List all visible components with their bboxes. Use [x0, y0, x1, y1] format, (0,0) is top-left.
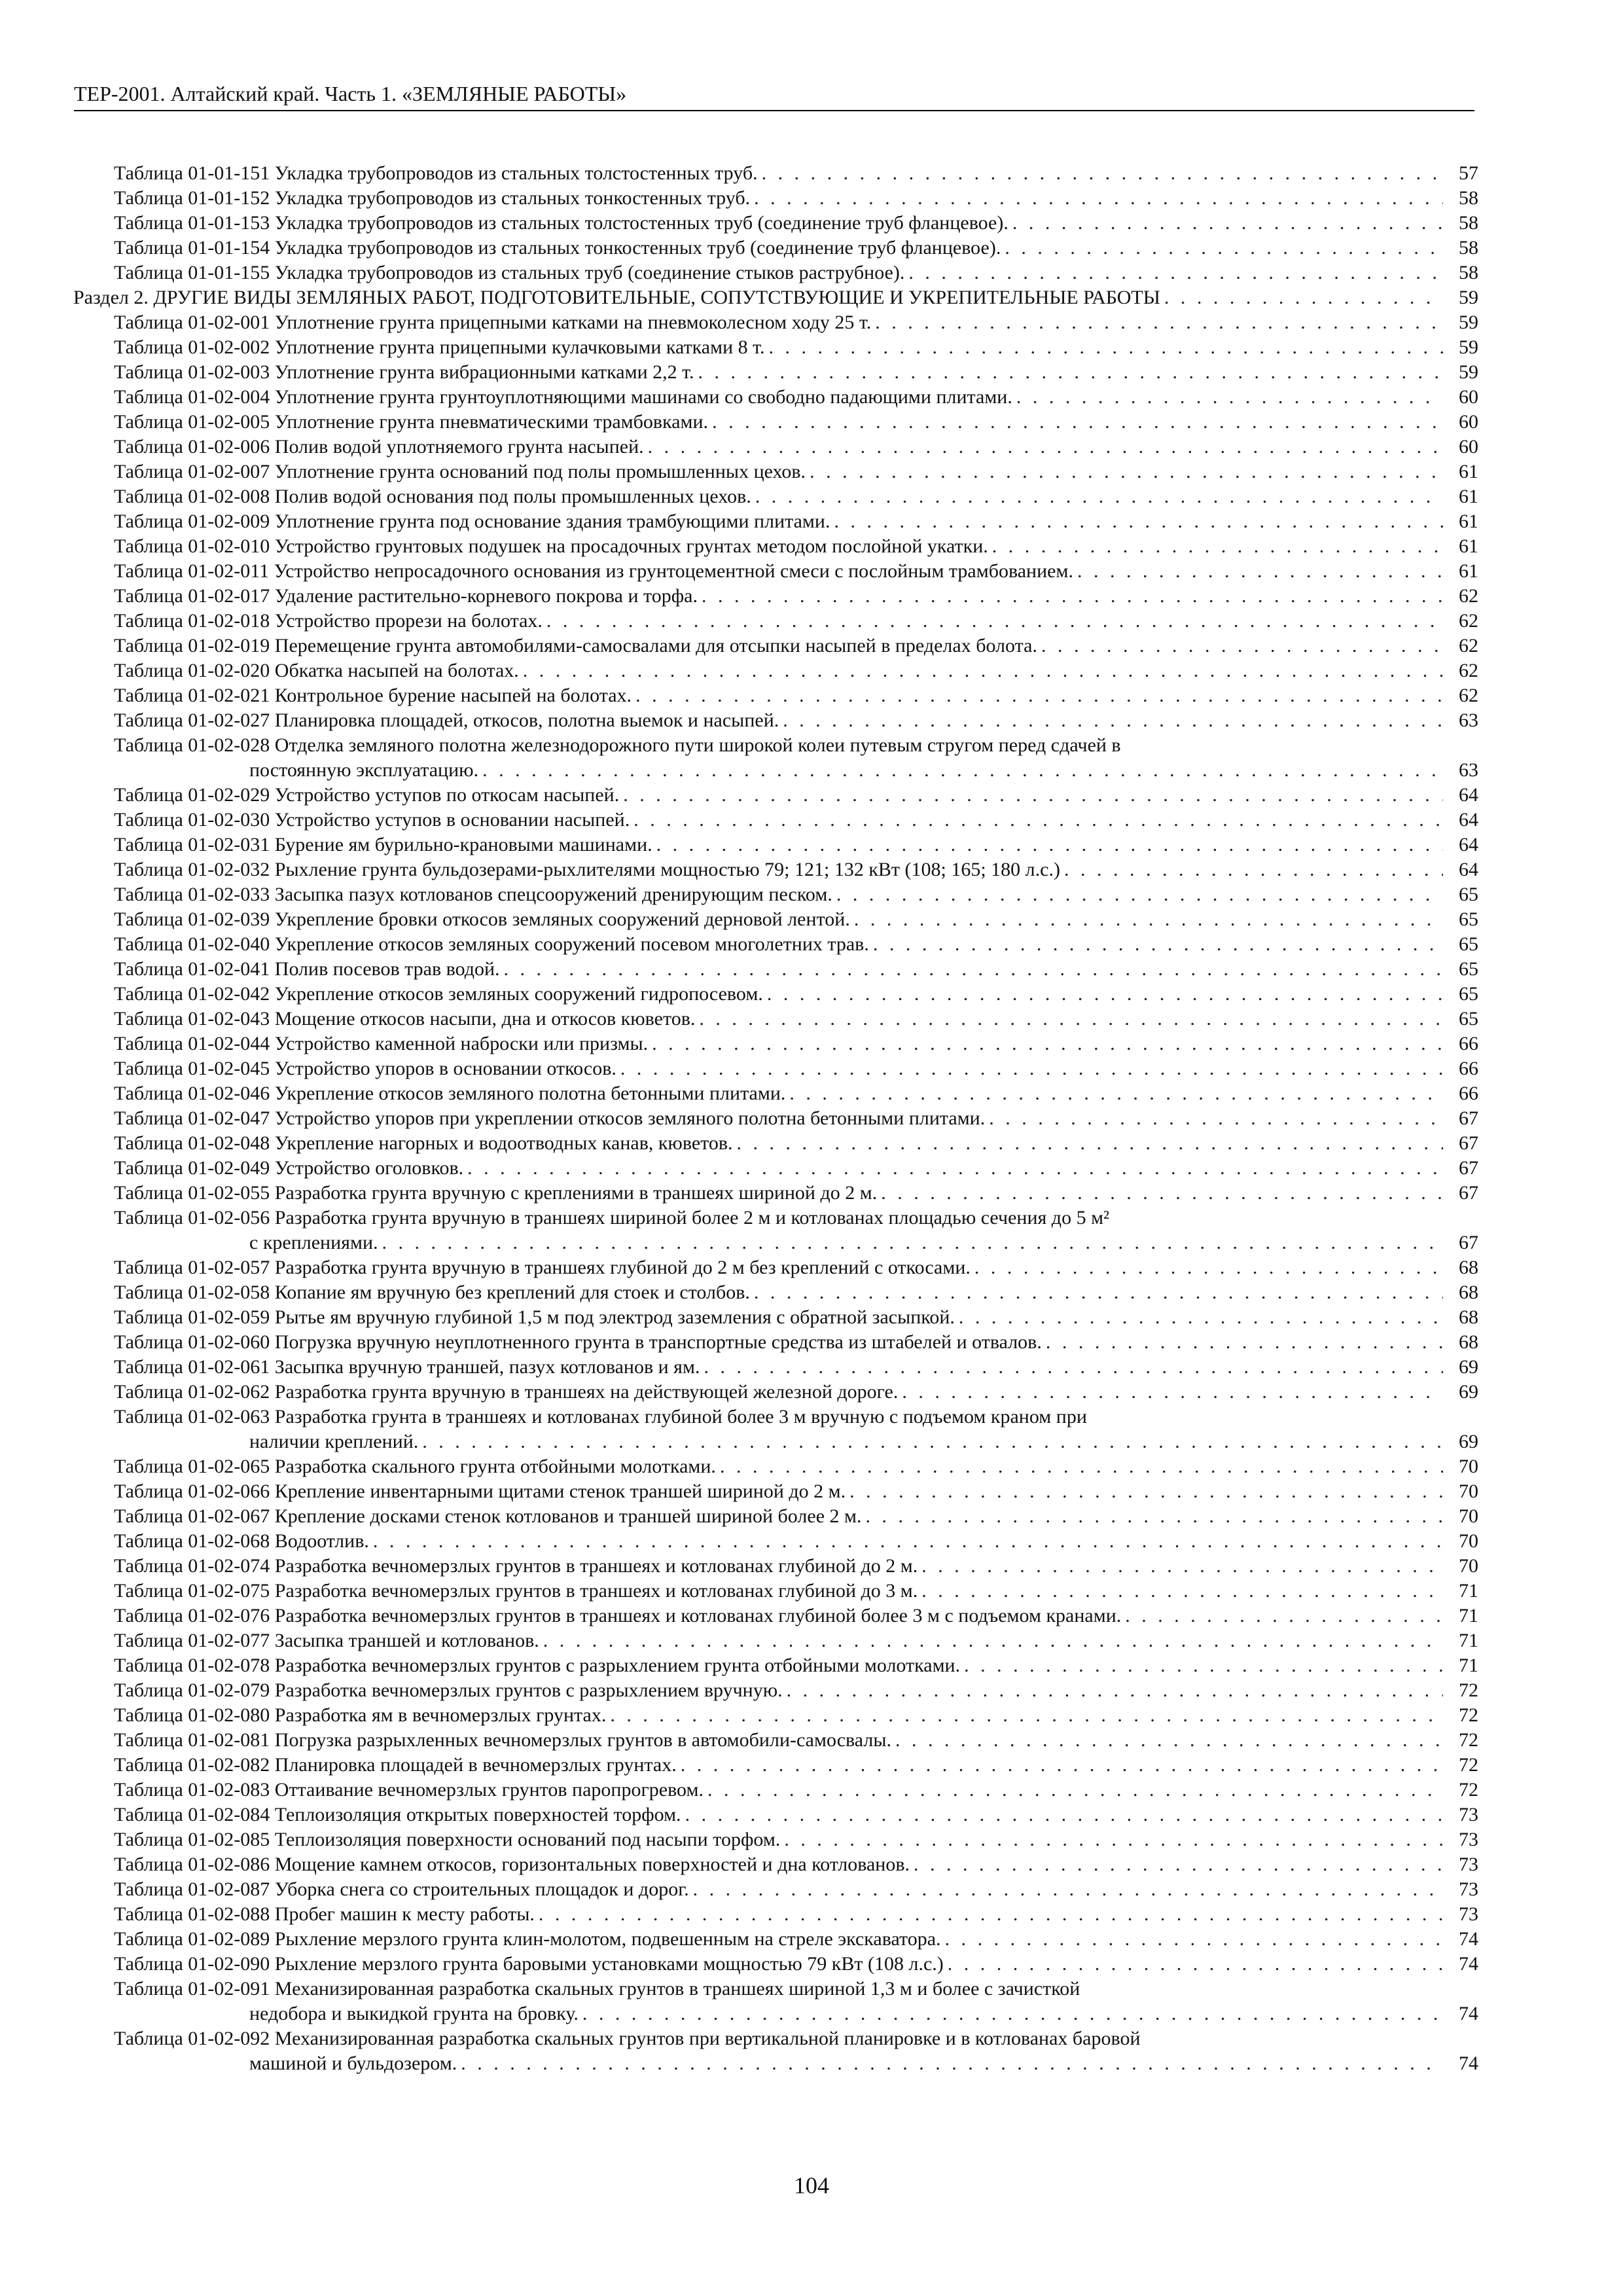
dot-leader: [1164, 285, 1443, 310]
toc-entry: [114, 459, 1478, 484]
toc-entry: [114, 1156, 1478, 1181]
toc-entry-title: Таблица 01-02-047 Устройство упоров при укреплении откосов земляного полотна бетонными плитами.: [114, 1107, 986, 1129]
dot-leader: [834, 509, 1443, 534]
toc-page-number: 70: [1459, 1555, 1478, 1577]
toc-entry-title: Таблица 01-02-001 Уплотнение грунта прицепными катками на пневмоколесном ходу 25 т.: [114, 312, 872, 333]
toc-page-number: 73: [1459, 1854, 1478, 1875]
toc-entry: [114, 708, 1478, 733]
toc-entry: [114, 1007, 1478, 1031]
dot-leader: [699, 1007, 1443, 1031]
toc-page-number: 72: [1459, 1704, 1478, 1726]
dot-leader: [698, 360, 1444, 385]
toc-entry-title: Таблица 01-02-075 Разработка вечномерзлых грунтов в траншеях и котлованах глубиной до 3 м.: [114, 1580, 918, 1602]
toc-entry: [114, 1405, 1478, 1454]
toc-entry: [114, 1504, 1478, 1529]
dot-leader: [1046, 1330, 1443, 1355]
toc-entry: [114, 1902, 1478, 1927]
toc-page-number: 74: [1459, 1953, 1478, 1975]
toc-page-number: 62: [1459, 685, 1478, 706]
toc-entry: [114, 1877, 1478, 1902]
toc-entry: [114, 1778, 1478, 1803]
toc-entry: [114, 1628, 1478, 1653]
toc-entry: [114, 559, 1478, 584]
dot-leader: [948, 1952, 1443, 1977]
toc-entry: [114, 1952, 1478, 1977]
toc-entry: [114, 1827, 1478, 1852]
dot-leader: [1005, 236, 1443, 260]
toc-entry: [114, 385, 1478, 410]
dot-leader: [921, 1554, 1443, 1579]
toc-page-number: 67: [1459, 1232, 1478, 1253]
dot-leader: [768, 335, 1443, 360]
toc-entry-title: Таблица 01-02-086 Мощение камнем откосов, горизонтальных поверхностей и дна котлованов.: [114, 1854, 910, 1875]
toc-page-number: 65: [1459, 958, 1478, 980]
toc-page-number: 70: [1459, 1505, 1478, 1527]
toc-page-number: 66: [1459, 1033, 1478, 1054]
toc-entry: [114, 260, 1478, 285]
toc-entry: [114, 808, 1478, 833]
dot-leader: [1041, 634, 1443, 658]
toc-entry-title: Таблица 01-01-153 Укладка трубопроводов из стальных толстостенных труб (соединение труб фланцевое).: [114, 212, 1008, 234]
toc-entry-title: Раздел 2. ДРУГИЕ ВИДЫ ЗЕМЛЯНЫХ РАБОТ, ПОДГОТОВИТЕЛЬНЫЕ, СОПУТСТВУЮЩИЕ И УКРЕПИТЕЛЬНЫЕ РАБОТЫ: [73, 287, 1160, 308]
toc-page-number: 65: [1459, 933, 1478, 955]
toc-entry-title: Таблица 01-02-087 Уборка снега со строительных площадок и дорог.: [114, 1878, 689, 1900]
toc-entry: [114, 982, 1478, 1007]
toc-entry-title: Таблица 01-02-078 Разработка вечномерзлых грунтов с разрыхлением грунта отбойными молотками.: [114, 1655, 961, 1676]
toc-entry-title: Таблица 01-02-082 Планировка площадей в вечномерзлых грунтах.: [114, 1754, 677, 1776]
toc-entry: [114, 1927, 1478, 1952]
toc-page-number: 66: [1459, 1058, 1478, 1079]
toc-entry: [114, 2026, 1478, 2076]
toc-entry-title: Таблица 01-01-154 Укладка трубопроводов из стальных тонкостенных труб (соединение труб фланцевое).: [114, 237, 1001, 259]
toc-page-number: 58: [1459, 237, 1478, 259]
dot-leader: [707, 1778, 1443, 1803]
dot-leader: [633, 808, 1443, 833]
dot-leader: [810, 459, 1443, 484]
dot-leader: [373, 1529, 1443, 1554]
dot-leader: [921, 1579, 1443, 1604]
toc-page-number: 62: [1459, 610, 1478, 632]
toc-entry-title: Таблица 01-02-033 Засыпка пазух котлованов спецсооружений дренирующим песком.: [114, 884, 832, 905]
toc-entry-title: Таблица 01-02-049 Устройство оголовков.: [114, 1157, 464, 1179]
toc-page-number: 74: [1459, 2003, 1478, 2024]
toc-entry: [114, 1653, 1478, 1678]
toc-page-number: 69: [1459, 1356, 1478, 1378]
dot-leader: [945, 1927, 1443, 1952]
toc-entry-title: Таблица 01-02-059 Рытье ям вручную глубиной 1,5 м под электрод заземления с обратной засыпкой.: [114, 1306, 955, 1328]
toc-entry-title: Таблица 01-02-046 Укрепление откосов земляного полотна бетонными плитами.: [114, 1083, 786, 1104]
toc-page-number: 59: [1459, 336, 1478, 358]
dot-leader: [989, 1106, 1443, 1131]
toc-entry-title: Таблица 01-02-056 Разработка грунта вручную в траншеях шириной более 2 м и котлованах площадью сечения до 5 м²: [114, 1207, 1110, 1229]
table-of-contents: [73, 161, 1478, 2076]
toc-entry-title: Таблица 01-02-068 Водоотлив.: [114, 1530, 369, 1552]
toc-entry: [114, 236, 1478, 260]
toc-entry-title: Таблица 01-02-081 Погрузка разрыхленных вечномерзлых грунтов в автомобили-самосвалы.: [114, 1729, 892, 1751]
toc-page-number: 61: [1459, 486, 1478, 507]
dot-leader: [1064, 857, 1443, 882]
dot-leader: [1012, 211, 1443, 236]
toc-page-number: 73: [1459, 1829, 1478, 1850]
toc-entry-title: Таблица 01-01-155 Укладка трубопроводов из стальных труб (соединение стыков раструбное).: [114, 262, 905, 283]
toc-entry-title: Таблица 01-02-031 Бурение ям бурильно-крановыми машинами.: [114, 834, 652, 855]
toc-page-number: 60: [1459, 436, 1478, 457]
toc-entry-title: Таблица 01-02-007 Уплотнение грунта оснований под полы промышленных цехов.: [114, 461, 806, 482]
toc-page-number: 74: [1459, 1928, 1478, 1950]
toc-entry: [114, 1106, 1478, 1131]
dot-leader: [620, 1056, 1443, 1081]
dot-leader: [767, 982, 1443, 1007]
toc-page-number: 64: [1459, 859, 1478, 880]
toc-page-number: 62: [1459, 585, 1478, 607]
toc-entry: [114, 609, 1478, 634]
dot-leader: [762, 161, 1443, 186]
toc-entry-title: Таблица 01-02-041 Полив посевов трав водой.: [114, 958, 500, 980]
toc-page-number: 60: [1459, 411, 1478, 433]
dot-leader: [1016, 385, 1443, 410]
toc-entry-title: Таблица 01-02-009 Уплотнение грунта под основание здания трамбующими плитами.: [114, 511, 830, 532]
toc-page-number: 68: [1459, 1257, 1478, 1278]
toc-page-number: 64: [1459, 834, 1478, 855]
toc-page-number: 64: [1459, 809, 1478, 831]
dot-leader: [789, 1081, 1443, 1106]
toc-entry-title: Таблица 01-02-011 Устройство непросадочного основания из грунтоцементной смеси с послойным трамбованием.: [114, 560, 1073, 582]
dot-leader: [648, 435, 1443, 459]
toc-entry-title: Таблица 01-02-092 Механизированная разработка скальных грунтов при вертикальной планировке и в котлованах баровой: [114, 2028, 1141, 2049]
toc-entry-title: Таблица 01-02-062 Разработка грунта вручную в траншеях на действующей железной дороге.: [114, 1381, 899, 1403]
dot-leader: [784, 1827, 1443, 1852]
dot-leader: [652, 1031, 1443, 1056]
toc-entry: [114, 1181, 1478, 1206]
toc-entry-title: Таблица 01-01-151 Укладка трубопроводов из стальных толстостенных труб.: [114, 162, 758, 184]
toc-entry-title: Таблица 01-02-089 Рыхление мерзлого грунта клин-молотом, подвешенным на стреле экскаватора.: [114, 1928, 941, 1950]
toc-page-number: 71: [1459, 1580, 1478, 1602]
toc-entry-title: Таблица 01-02-079 Разработка вечномерзлых грунтов с разрыхлением вручную.: [114, 1679, 783, 1701]
toc-entry-title: Таблица 01-02-008 Полив водой основания под полы промышленных цехов.: [114, 486, 751, 507]
toc-section-entry: [73, 285, 1478, 310]
toc-page-number: 73: [1459, 1903, 1478, 1925]
dot-leader: [1125, 1604, 1443, 1628]
toc-page-number: 69: [1459, 1431, 1478, 1452]
toc-entry: [114, 1056, 1478, 1081]
toc-page-number: 68: [1459, 1306, 1478, 1328]
dot-leader: [582, 2001, 1443, 2026]
dot-leader: [854, 907, 1443, 932]
page-number: 104: [794, 2172, 829, 2198]
toc-entry: [114, 1678, 1478, 1703]
dot-leader: [754, 1280, 1443, 1305]
toc-entry: [114, 1753, 1478, 1778]
toc-page-number: 65: [1459, 983, 1478, 1005]
toc-entry-title: Таблица 01-02-044 Устройство каменной наброски или призмы.: [114, 1033, 649, 1054]
toc-entry-title: Таблица 01-02-060 Погрузка вручную неуплотненного грунта в транспортные средства из штабелей и отвалов.: [114, 1331, 1042, 1353]
toc-page-number: 72: [1459, 1679, 1478, 1701]
toc-page-number: 72: [1459, 1754, 1478, 1776]
toc-entry-title: Таблица 01-02-067 Крепление досками стенок котлованов и траншей шириной более 2 м.: [114, 1505, 862, 1527]
toc-page-number: 70: [1459, 1530, 1478, 1552]
toc-page-number: 60: [1459, 386, 1478, 408]
toc-entry-title: Таблица 01-02-029 Устройство уступов по откосам насыпей.: [114, 784, 620, 806]
toc-entry: [114, 584, 1478, 609]
toc-entry: [114, 1255, 1478, 1280]
toc-page-number: 62: [1459, 660, 1478, 681]
dot-leader: [783, 708, 1443, 733]
toc-page-number: 61: [1459, 535, 1478, 557]
toc-entry: [114, 534, 1478, 559]
dot-leader: [895, 1728, 1443, 1753]
toc-entry-title: Таблица 01-02-048 Укрепление нагорных и водоотводных канав, кюветов.: [114, 1132, 733, 1154]
dot-leader: [959, 1305, 1443, 1330]
toc-entry-title: Таблица 01-02-083 Оттаивание вечномерзлых грунтов паропрогревом.: [114, 1779, 704, 1801]
dot-leader: [964, 1653, 1443, 1678]
toc-entry-title: Таблица 01-02-055 Разработка грунта вручную с креплениями в траншеях шириной до 2 м.: [114, 1182, 878, 1204]
toc-entry: [114, 310, 1478, 335]
toc-entry: [114, 733, 1478, 783]
toc-entry-title: Таблица 01-02-090 Рыхление мерзлого грунта баровыми установками мощностью 79 кВт (108 л.с.): [114, 1953, 944, 1975]
dot-leader: [1077, 559, 1443, 584]
toc-entry: [114, 1529, 1478, 1554]
toc-entry-title: Таблица 01-02-028 Отделка земляного полотна железнодорожного пути широкой колеи путевым стругом перед сдачей в: [114, 734, 1121, 756]
toc-entry: [114, 1305, 1478, 1330]
toc-entry-title: Таблица 01-02-032 Рыхление грунта бульдозерами-рыхлителями мощностью 79; 121; 132 кВт (108; 165; 180 л.с.): [114, 859, 1060, 880]
toc-entry: [114, 833, 1478, 857]
toc-entry-title: Таблица 01-02-063 Разработка грунта в траншеях и котлованах глубиной более 3 м вручную с подъемом краном при: [114, 1406, 1087, 1427]
toc-entry-title-continuation: недобора и выкидкой грунта на бровку.: [249, 2003, 579, 2024]
toc-entry-title-continuation: с креплениями.: [249, 1232, 378, 1253]
dot-leader: [523, 658, 1443, 683]
toc-entry: [114, 857, 1478, 882]
toc-entry-title: Таблица 01-02-077 Засыпка траншей и котлованов.: [114, 1630, 539, 1651]
toc-entry-title: Таблица 01-02-045 Устройство упоров в основании откосов.: [114, 1058, 616, 1079]
dot-leader: [656, 833, 1443, 857]
dot-leader: [693, 1877, 1443, 1902]
toc-entry: [114, 1803, 1478, 1827]
toc-page-number: 68: [1459, 1331, 1478, 1353]
toc-entry-title: Таблица 01-02-058 Копание ям вручную без креплений для стоек и столбов.: [114, 1282, 750, 1303]
toc-entry-title: Таблица 01-02-005 Уплотнение грунта пневматическими трамбовками.: [114, 411, 709, 433]
toc-page-number: 72: [1459, 1729, 1478, 1751]
toc-page-number: 66: [1459, 1083, 1478, 1104]
toc-entry-title: Таблица 01-02-088 Пробег машин к месту работы.: [114, 1903, 535, 1925]
dot-leader: [836, 882, 1443, 907]
toc-entry: [114, 1454, 1478, 1479]
toc-page-number: 58: [1459, 262, 1478, 283]
toc-page-number: 61: [1459, 461, 1478, 482]
toc-entry: [114, 957, 1478, 982]
toc-page-number: 61: [1459, 560, 1478, 582]
toc-page-number: 67: [1459, 1182, 1478, 1204]
toc-entry-title: Таблица 01-02-020 Обкатка насыпей на болотах.: [114, 660, 519, 681]
dot-leader: [712, 410, 1443, 435]
toc-entry-title: Таблица 01-02-027 Планировка площадей, откосов, полотна выемок и насыпей.: [114, 709, 779, 731]
toc-entry-title: Таблица 01-02-019 Перемещение грунта автомобилями-самосвалами для отсыпки насыпей в пределах болота.: [114, 635, 1037, 656]
dot-leader: [685, 1803, 1443, 1827]
toc-entry-title: Таблица 01-02-004 Уплотнение грунта грунтоуплотняющими машинами со свободно падающими плитами.: [114, 386, 1012, 408]
toc-entry: [114, 410, 1478, 435]
toc-entry-title: Таблица 01-02-057 Разработка грунта вручную в траншеях глубиной до 2 м без креплений с откосами.: [114, 1257, 971, 1278]
toc-page-number: 69: [1459, 1381, 1478, 1403]
toc-page-number: 59: [1459, 312, 1478, 333]
toc-entry: [114, 360, 1478, 385]
toc-entry-title: Таблица 01-02-040 Укрепление откосов земляных сооружений посевом многолетних трав.: [114, 933, 869, 955]
toc-entry: [114, 1031, 1478, 1056]
dot-leader: [755, 484, 1443, 509]
toc-page-number: 62: [1459, 635, 1478, 656]
toc-entry: [114, 907, 1478, 932]
toc-entry: [114, 509, 1478, 534]
toc-entry: [114, 882, 1478, 907]
toc-entry: [114, 1206, 1478, 1255]
toc-entry-title: Таблица 01-02-085 Теплоизоляция поверхности оснований под насыпи торфом.: [114, 1829, 781, 1850]
toc-entry: [114, 1604, 1478, 1628]
toc-page-number: 61: [1459, 511, 1478, 532]
toc-page-number: 70: [1459, 1480, 1478, 1502]
dot-leader: [422, 1429, 1443, 1454]
toc-entry: [114, 1579, 1478, 1604]
toc-entry: [114, 783, 1478, 808]
toc-entry: [114, 1554, 1478, 1579]
toc-entry: [114, 1280, 1478, 1305]
dot-leader: [737, 1131, 1443, 1156]
dot-leader: [704, 1355, 1443, 1380]
toc-entry-title: Таблица 01-02-080 Разработка ям в вечномерзлых грунтах.: [114, 1704, 607, 1726]
dot-leader: [720, 1454, 1443, 1479]
dot-leader: [635, 683, 1443, 708]
toc-entry-title: Таблица 01-02-061 Засыпка вручную траншей, пазух котлованов и ям.: [114, 1356, 700, 1378]
dot-leader: [482, 758, 1443, 783]
toc-entry: [114, 484, 1478, 509]
toc-page-number: 71: [1459, 1630, 1478, 1651]
toc-entry-title: Таблица 01-02-018 Устройство прорези на болотах.: [114, 610, 543, 632]
toc-page-number: 74: [1459, 2053, 1478, 2074]
dot-leader: [914, 1852, 1443, 1877]
toc-page-number: 59: [1459, 287, 1478, 308]
toc-entry: [114, 1330, 1478, 1355]
toc-page-number: 58: [1459, 212, 1478, 234]
dot-leader: [539, 1902, 1443, 1927]
dot-leader: [849, 1479, 1443, 1504]
toc-page-number: 65: [1459, 1008, 1478, 1030]
toc-entry: [114, 1081, 1478, 1106]
toc-entry-title: Таблица 01-02-002 Уплотнение грунта прицепными кулачковыми катками 8 т.: [114, 336, 765, 358]
dot-leader: [681, 1753, 1443, 1778]
dot-leader: [873, 932, 1443, 957]
toc-entry-title: Таблица 01-02-039 Укрепление бровки откосов земляных сооружений дерновой лентой.: [114, 908, 850, 930]
dot-leader: [504, 957, 1443, 982]
toc-entry-title: Таблица 01-02-043 Мощение откосов насыпи, дна и откосов кюветов.: [114, 1008, 696, 1030]
dot-leader: [623, 783, 1443, 808]
toc-page-number: 71: [1459, 1655, 1478, 1676]
toc-entry: [114, 1852, 1478, 1877]
toc-page-number: 57: [1459, 162, 1478, 184]
dot-leader: [702, 584, 1443, 609]
toc-entry-title-continuation: постоянную эксплуатацию.: [249, 759, 479, 781]
toc-entry-title: Таблица 01-02-010 Устройство грунтовых подушек на просадочных грунтах методом послойной укатки.: [114, 535, 988, 557]
toc-entry: [114, 435, 1478, 459]
dot-leader: [866, 1504, 1444, 1529]
dot-leader: [974, 1255, 1443, 1280]
toc-page-number: 59: [1459, 361, 1478, 383]
toc-page-number: 70: [1459, 1456, 1478, 1477]
toc-page-number: 65: [1459, 884, 1478, 905]
toc-page-number: 63: [1459, 759, 1478, 781]
toc-entry-title: Таблица 01-02-074 Разработка вечномерзлых грунтов в траншеях и котлованах глубиной до 2 м.: [114, 1555, 918, 1577]
page-header: [74, 77, 1474, 111]
header-title: ТЕР-2001. Алтайский край. Часть 1. «ЗЕМЛЯНЫЕ РАБОТЫ»: [74, 82, 627, 105]
toc-page-number: 73: [1459, 1878, 1478, 1900]
toc-page-number: 73: [1459, 1804, 1478, 1825]
toc-page-number: 67: [1459, 1132, 1478, 1154]
toc-entry: [114, 1355, 1478, 1380]
dot-leader: [992, 534, 1443, 559]
toc-entry-title: Таблица 01-01-152 Укладка трубопроводов из стальных тонкостенных труб.: [114, 187, 751, 209]
toc-entry: [114, 1479, 1478, 1504]
toc-page-number: 63: [1459, 709, 1478, 731]
dot-leader: [543, 1628, 1443, 1653]
dot-leader: [754, 186, 1443, 211]
toc-entry: [114, 634, 1478, 658]
toc-entry: [114, 1977, 1478, 2026]
toc-entry-title-continuation: наличии креплений.: [249, 1431, 419, 1452]
dot-leader: [875, 310, 1443, 335]
toc-entry: [114, 1380, 1478, 1405]
toc-entry: [114, 161, 1478, 186]
toc-page-number: 67: [1459, 1107, 1478, 1129]
toc-entry-title: Таблица 01-02-003 Уплотнение грунта вибрационными катками 2,2 т.: [114, 361, 694, 383]
toc-entry-title: Таблица 01-02-021 Контрольное бурение насыпей на болотах.: [114, 685, 632, 706]
dot-leader: [382, 1230, 1444, 1255]
toc-entry: [114, 211, 1478, 236]
dot-leader: [546, 609, 1443, 634]
dot-leader: [461, 2051, 1443, 2076]
toc-entry: [114, 932, 1478, 957]
dot-leader: [908, 260, 1443, 285]
toc-entry-title: Таблица 01-02-065 Разработка скального грунта отбойными молотками.: [114, 1456, 716, 1477]
dot-leader: [787, 1678, 1443, 1703]
toc-entry: [114, 1728, 1478, 1753]
toc-page-number: 71: [1459, 1605, 1478, 1626]
toc-page-number: 72: [1459, 1779, 1478, 1801]
dot-leader: [902, 1380, 1443, 1405]
toc-page-number: 58: [1459, 187, 1478, 209]
toc-entry-title: Таблица 01-02-076 Разработка вечномерзлых грунтов в траншеях и котлованах глубиной более 3 м с подъемом кранами.: [114, 1605, 1122, 1626]
toc-entry-title: Таблица 01-02-042 Укрепление откосов земляных сооружений гидропосевом.: [114, 983, 763, 1005]
toc-entry-title: Таблица 01-02-084 Теплоизоляция открытых поверхностей торфом.: [114, 1804, 681, 1825]
dot-leader: [467, 1156, 1443, 1181]
toc-entry-title-continuation: машиной и бульдозером.: [249, 2053, 457, 2074]
toc-entry-title: Таблица 01-02-030 Устройство уступов в основании насыпей.: [114, 809, 630, 831]
toc-entry: [114, 335, 1478, 360]
toc-page-number: 68: [1459, 1282, 1478, 1303]
toc-entry: [114, 658, 1478, 683]
toc-entry-title: Таблица 01-02-006 Полив водой уплотняемого грунта насыпей.: [114, 436, 644, 457]
dot-leader: [610, 1703, 1443, 1728]
toc-page-number: 67: [1459, 1157, 1478, 1179]
toc-page-number: 65: [1459, 908, 1478, 930]
toc-entry-title: Таблица 01-02-066 Крепление инвентарными щитами стенок траншей шириной до 2 м.: [114, 1480, 846, 1502]
toc-entry: [114, 683, 1478, 708]
toc-entry: [114, 1131, 1478, 1156]
toc-entry: [114, 186, 1478, 211]
toc-entry-title: Таблица 01-02-091 Механизированная разработка скальных грунтов в траншеях шириной 1,3 м и более с зачисткой: [114, 1978, 1080, 2000]
toc-entry: [114, 1703, 1478, 1728]
dot-leader: [881, 1181, 1443, 1206]
toc-entry-title: Таблица 01-02-017 Удаление растительно-корневого покрова и торфа.: [114, 585, 698, 607]
toc-page-number: 64: [1459, 784, 1478, 806]
